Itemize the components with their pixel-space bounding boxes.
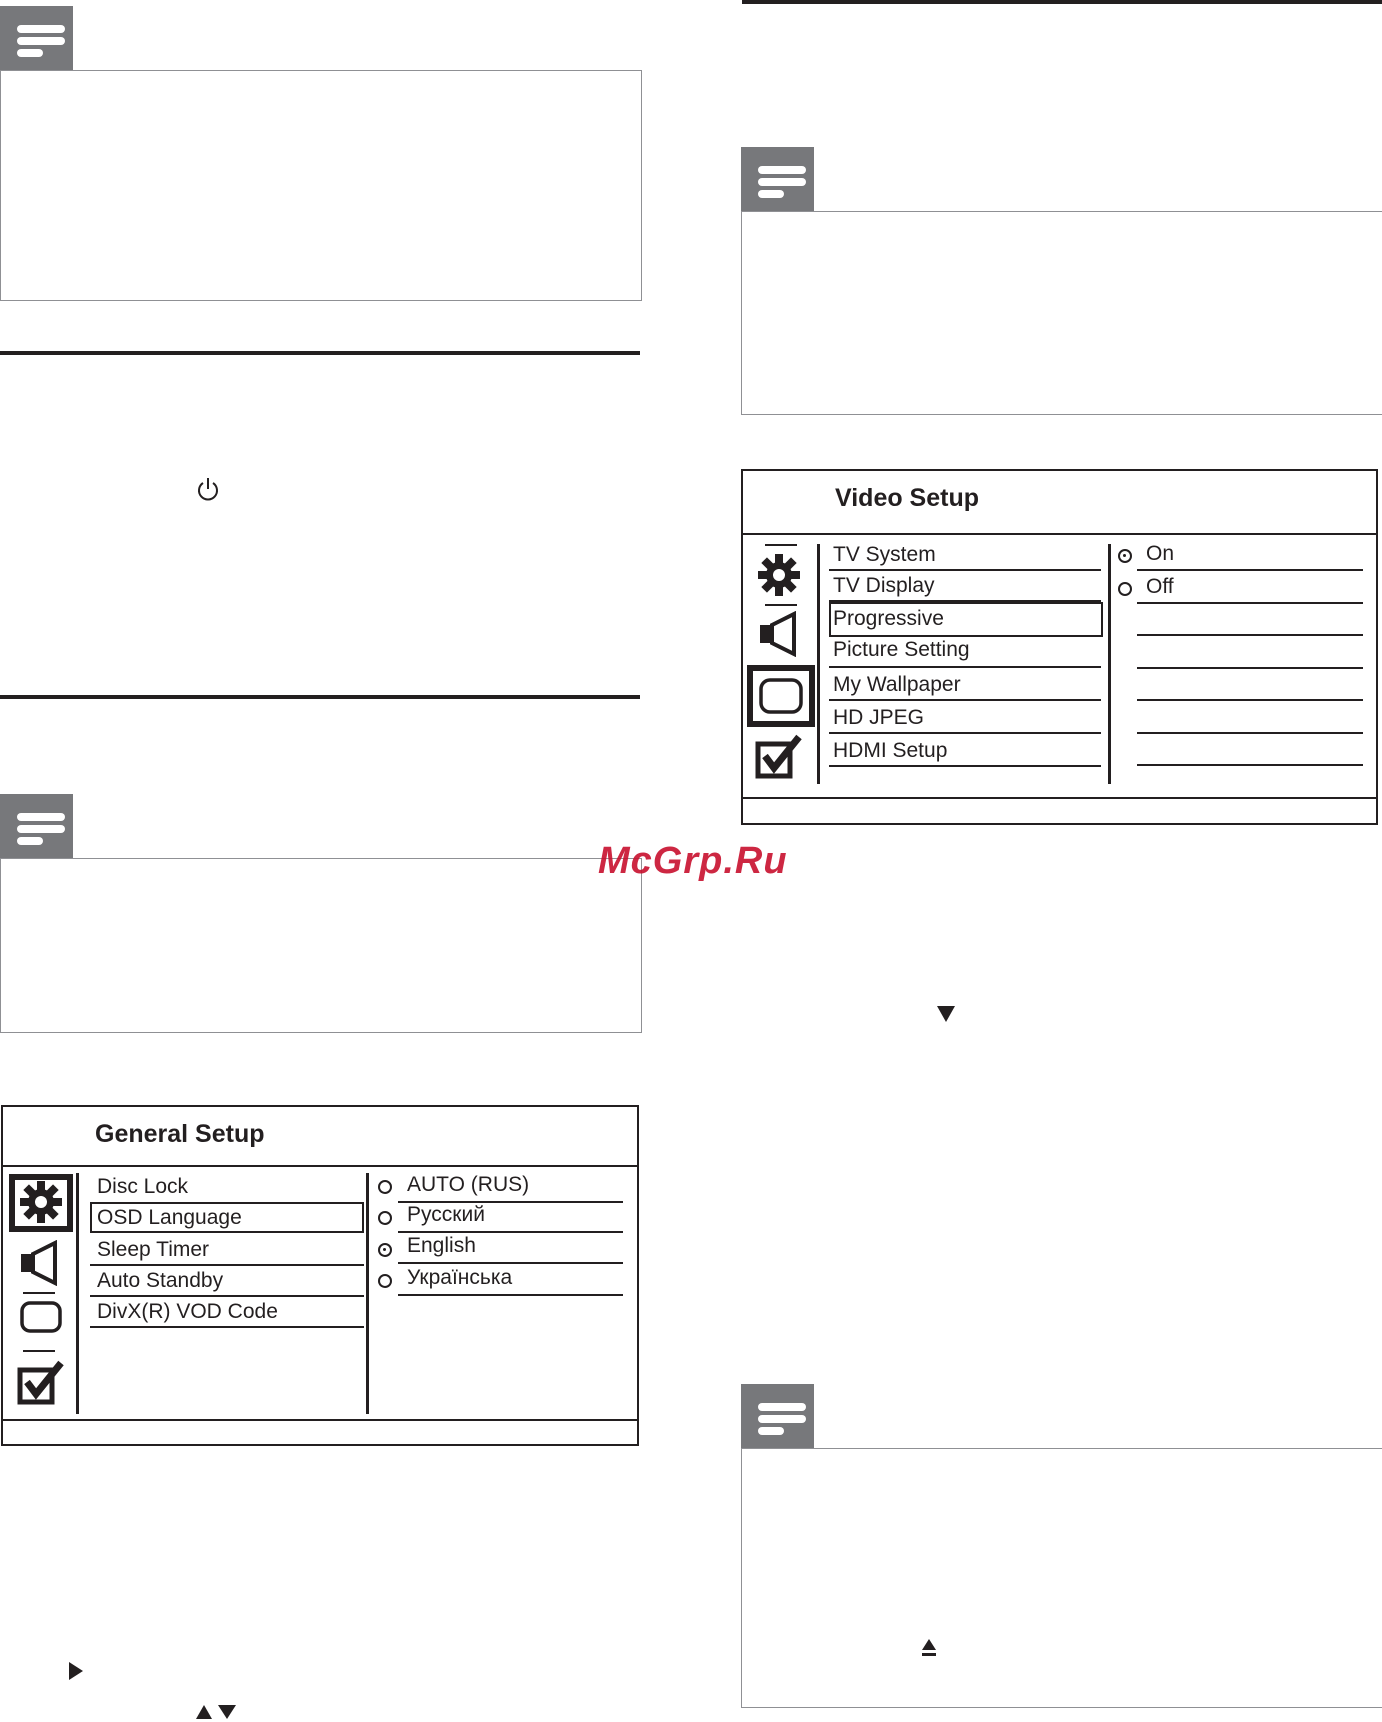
general-setup-menu bbox=[1, 1105, 639, 1446]
menu-item-progressive[interactable]: Progressive bbox=[833, 607, 944, 630]
checkbox-icon[interactable] bbox=[17, 1360, 65, 1406]
speaker-icon[interactable] bbox=[758, 611, 800, 657]
speaker-icon[interactable] bbox=[19, 1240, 61, 1286]
option-russian[interactable]: Русский bbox=[407, 1203, 485, 1226]
gear-icon[interactable] bbox=[758, 553, 800, 597]
note-icon bbox=[0, 794, 73, 858]
menu-item-osd-language[interactable]: OSD Language bbox=[97, 1206, 242, 1229]
screen-icon[interactable] bbox=[19, 1300, 63, 1334]
menu-item-divx-vod-code[interactable]: DivX(R) VOD Code bbox=[97, 1300, 278, 1323]
radio-ukrainian[interactable] bbox=[378, 1274, 392, 1288]
menu-title: Video Setup bbox=[835, 484, 980, 512]
menu-item-picture-setting[interactable]: Picture Setting bbox=[833, 638, 970, 661]
option-on[interactable]: On bbox=[1146, 542, 1175, 565]
menu-item-disc-lock[interactable]: Disc Lock bbox=[97, 1175, 189, 1198]
menu-item-my-wallpaper[interactable]: My Wallpaper bbox=[833, 673, 961, 696]
menu-item-sleep-timer[interactable]: Sleep Timer bbox=[97, 1238, 210, 1261]
power-icon bbox=[195, 476, 221, 504]
watermark: McGrp.Ru bbox=[598, 840, 788, 882]
note-box bbox=[0, 70, 642, 301]
radio-auto-rus[interactable] bbox=[378, 1180, 392, 1194]
menu-title: General Setup bbox=[95, 1120, 265, 1148]
radio-russian[interactable] bbox=[378, 1211, 392, 1225]
radio-english[interactable] bbox=[378, 1243, 392, 1257]
right-arrow-icon bbox=[68, 1661, 84, 1681]
section-divider bbox=[0, 695, 640, 699]
radio-off[interactable] bbox=[1118, 582, 1132, 596]
option-auto-rus[interactable]: AUTO (RUS) bbox=[407, 1173, 530, 1196]
option-english[interactable]: English bbox=[407, 1234, 476, 1257]
note-icon bbox=[741, 147, 814, 211]
up-down-arrow-icon bbox=[194, 1704, 240, 1720]
note-box bbox=[741, 1448, 1382, 1708]
video-setup-menu bbox=[741, 469, 1378, 825]
section-divider bbox=[0, 351, 640, 355]
note-icon bbox=[741, 1384, 814, 1448]
menu-item-tv-system[interactable]: TV System bbox=[833, 543, 936, 566]
note-box bbox=[741, 211, 1382, 415]
option-ukrainian[interactable]: Українська bbox=[407, 1266, 513, 1289]
menu-item-tv-display[interactable]: TV Display bbox=[833, 574, 935, 597]
screen-icon[interactable] bbox=[758, 677, 804, 715]
checkbox-icon[interactable] bbox=[755, 734, 803, 780]
section-divider bbox=[742, 0, 1382, 4]
note-icon bbox=[0, 6, 73, 70]
note-box bbox=[0, 858, 642, 1033]
menu-item-auto-standby[interactable]: Auto Standby bbox=[97, 1269, 224, 1292]
radio-on[interactable] bbox=[1118, 549, 1132, 563]
eject-icon bbox=[920, 1638, 938, 1658]
down-arrow-icon bbox=[936, 1005, 956, 1023]
menu-item-hd-jpeg[interactable]: HD JPEG bbox=[833, 706, 925, 729]
gear-icon[interactable] bbox=[20, 1180, 62, 1224]
option-off[interactable]: Off bbox=[1146, 575, 1174, 598]
menu-item-hdmi-setup[interactable]: HDMI Setup bbox=[833, 739, 948, 762]
